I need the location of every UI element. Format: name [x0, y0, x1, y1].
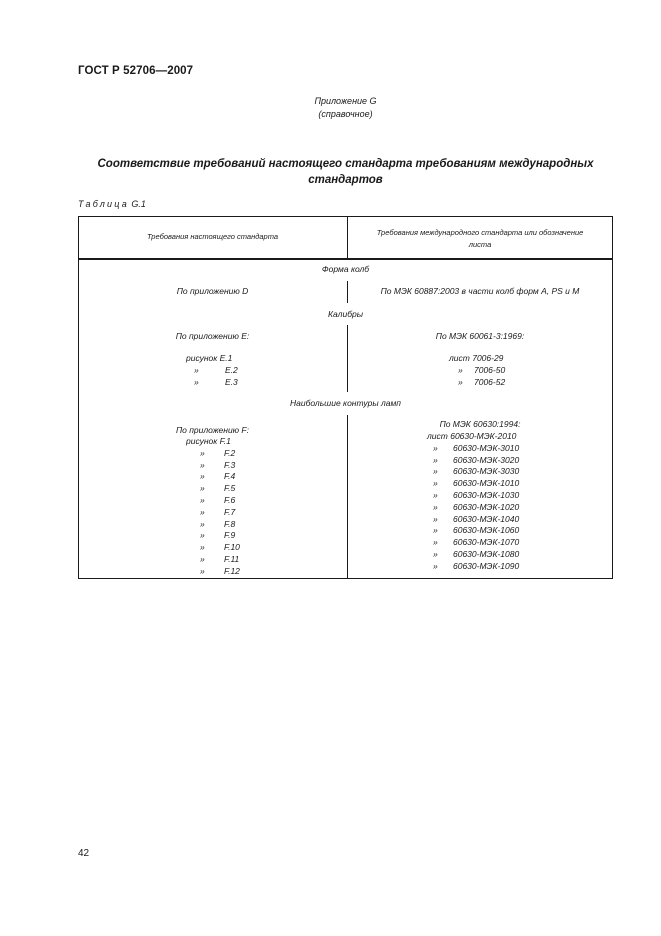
list-item: [449, 377, 569, 389]
contours-left-value: F.3: [224, 459, 236, 470]
list-item: [186, 542, 286, 554]
ditto-mark: »: [433, 442, 438, 453]
list-item: [186, 495, 286, 507]
ditto-mark: »: [200, 518, 205, 529]
gauges-right-head: По МЭК 60061-3:1969:: [435, 331, 525, 341]
list-item: [186, 460, 286, 472]
header-column-divider: [347, 216, 348, 258]
ditto-mark: »: [433, 548, 438, 559]
ditto-mark: »: [200, 565, 205, 576]
contours-right-value: 60630-МЭК-1010: [453, 478, 520, 489]
list-item: [186, 377, 286, 389]
list-item: [186, 436, 286, 448]
contours-left-value: F.11: [224, 553, 240, 564]
list-item: [427, 502, 577, 514]
flasks-right-cell: По МЭК 60887:2003 в части колб форм A, PS и M: [380, 286, 580, 296]
contours-right-list: [427, 431, 577, 573]
ditto-mark: »: [200, 483, 205, 494]
contours-right-value: 60630-МЭК-1030: [453, 489, 520, 500]
ditto-mark: »: [433, 560, 438, 571]
list-item: [427, 478, 577, 490]
column-divider-flasks: [347, 281, 348, 303]
column-divider-contours: [347, 415, 348, 579]
page-title: [78, 156, 613, 188]
table-caption-word: Таблица: [78, 199, 129, 209]
list-item: [186, 507, 286, 519]
contours-left-head: По приложению F:: [175, 425, 249, 435]
contours-left-value: F.7: [224, 506, 236, 517]
list-item: [186, 554, 286, 566]
ditto-mark: »: [433, 537, 438, 548]
list-item: [186, 448, 286, 460]
gauges-left-list: [186, 353, 286, 388]
ditto-mark: »: [194, 364, 199, 375]
ditto-mark: »: [433, 478, 438, 489]
ditto-mark: »: [433, 513, 438, 524]
contours-right-head: По МЭК 60630:1994:: [439, 419, 521, 429]
section-title-gauges: Калибры: [328, 309, 363, 319]
document-id: ГОСТ Р 52706—2007: [78, 65, 194, 77]
ditto-mark: »: [200, 506, 205, 517]
ditto-mark: »: [433, 466, 438, 477]
contours-right-value: 60630-МЭК-1070: [453, 537, 520, 548]
title-line-1: Соответствие требований настоящего стандарта требованиям международных: [97, 158, 594, 170]
contours-left-value: F.4: [224, 471, 236, 482]
header-separator: [78, 258, 613, 260]
ditto-mark: »: [200, 471, 205, 482]
contours-right-value: 60630-МЭК-3030: [453, 466, 520, 477]
header-left: Требования настоящего стандарта: [146, 232, 279, 241]
contours-right-first: лист 60630-МЭК-2010: [427, 431, 517, 441]
contours-left-first: рисунок F.1: [186, 436, 231, 446]
ditto-mark: »: [433, 489, 438, 500]
list-item: [186, 353, 286, 365]
list-item: [427, 525, 577, 537]
contours-right-value: 60630-МЭК-3020: [453, 454, 520, 465]
gauges-right-list: [449, 353, 569, 388]
list-item: [449, 365, 569, 377]
ditto-mark: »: [200, 553, 205, 564]
section-title-contours: Наибольшие контуры ламп: [290, 398, 401, 408]
contours-left-value: F.6: [224, 494, 236, 505]
list-item: [427, 549, 577, 561]
list-item: [186, 519, 286, 531]
ditto-mark: »: [458, 376, 463, 387]
list-item: [186, 483, 286, 495]
ditto-mark: »: [200, 447, 205, 458]
contours-right-value: 60630-МЭК-1040: [453, 513, 520, 524]
contours-right-value: 60630-МЭК-1080: [453, 548, 520, 559]
appendix-label: Приложение G: [314, 96, 377, 106]
list-item: [186, 530, 286, 542]
title-line-2: стандартов: [308, 174, 383, 186]
contours-right-value: 60630-МЭК-3010: [453, 442, 520, 453]
ditto-mark: »: [194, 376, 199, 387]
list-item: [186, 471, 286, 483]
ditto-mark: »: [433, 525, 438, 536]
list-item: [449, 353, 569, 365]
ditto-mark: »: [433, 501, 438, 512]
contours-left-value: F.8: [224, 518, 236, 529]
gauges-right-value: 7006-50: [474, 364, 506, 375]
contours-left-value: F.10: [224, 542, 240, 553]
ditto-mark: »: [433, 454, 438, 465]
ditto-mark: »: [200, 459, 205, 470]
contours-left-list: [186, 436, 286, 578]
contours-right-value: 60630-МЭК-1060: [453, 525, 520, 536]
contours-left-value: F.12: [224, 565, 240, 576]
gauges-left-head: По приложению E:: [175, 331, 250, 341]
ditto-mark: »: [200, 542, 205, 553]
column-divider-gauges: [347, 325, 348, 392]
list-item: [186, 566, 286, 578]
flasks-left-cell: По приложению D: [176, 286, 249, 296]
list-item: [427, 455, 577, 467]
contours-left-value: F.9: [224, 530, 236, 541]
ditto-mark: »: [200, 530, 205, 541]
gauges-left-value: E.3: [225, 376, 238, 387]
header-right-line-2: листа: [468, 240, 492, 249]
ditto-mark: »: [200, 494, 205, 505]
list-item: [427, 490, 577, 502]
ditto-mark: »: [458, 364, 463, 375]
section-title-flasks: Форма колб: [321, 264, 370, 274]
contours-right-value: 60630-МЭК-1090: [453, 560, 520, 571]
appendix-heading: [0, 95, 661, 121]
table-caption-number: G.1: [131, 199, 146, 209]
list-item: [427, 561, 577, 573]
gauges-right-first: лист 7006-29: [449, 353, 504, 363]
gauges-left-value: E.2: [225, 364, 238, 375]
contours-left-value: F.5: [224, 483, 236, 494]
page-number: 42: [78, 848, 90, 859]
list-item: [427, 443, 577, 455]
list-item: [427, 514, 577, 526]
header-right: [349, 227, 611, 251]
header-right-line-1: Требования международного стандарта или обозначение: [376, 228, 584, 237]
list-item: [427, 466, 577, 478]
gauges-right-value: 7006-52: [474, 376, 506, 387]
list-item: [427, 431, 577, 443]
list-item: [186, 365, 286, 377]
contours-left-value: F.2: [224, 447, 236, 458]
contours-right-value: 60630-МЭК-1020: [453, 501, 520, 512]
gauges-left-first: рисунок E.1: [186, 353, 233, 363]
list-item: [427, 537, 577, 549]
appendix-kind: (справочное): [318, 109, 373, 119]
table-caption: [78, 199, 146, 209]
